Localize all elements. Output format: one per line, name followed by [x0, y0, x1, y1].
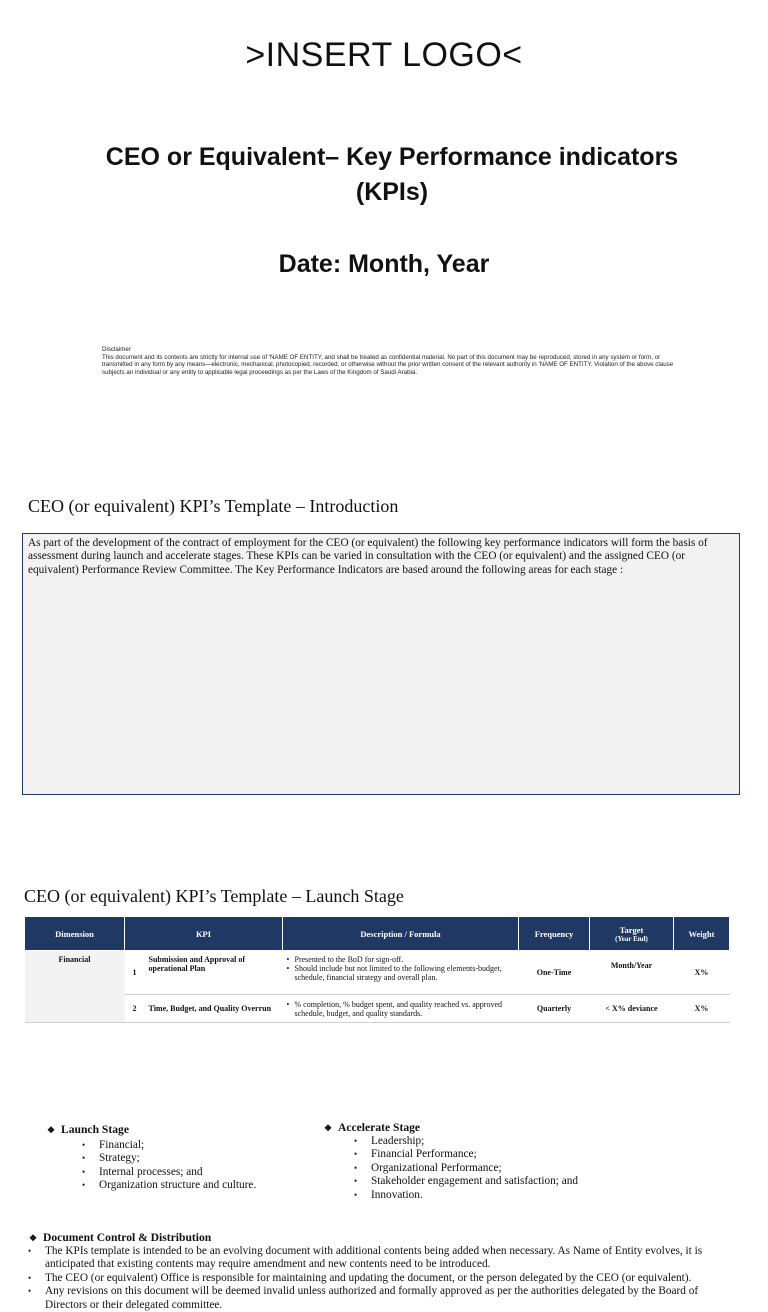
- list-item-text: The KPIs template is intended to be an evolving document with additional contents being added when necessary. As Name of Entity evolves, it is anticipated that existing contents may require amendment and new contents need to be introduced.: [45, 1245, 703, 1271]
- document-control-title: [29, 1231, 735, 1245]
- cell-frequency: One-Time: [519, 951, 590, 995]
- table-header-row: [25, 917, 730, 951]
- header-target: [590, 917, 674, 951]
- intro-paragraph: As part of the development of the contract of employment for the CEO (or equivalent) the following key performance indicators will form the basis of assessment during launch and accelerate stages. These KPIs can be varied in consultation with the CEO (or equivalent) and the assigned CEO (or equivalent) Performance Review Committee. The Key Performance Indicators are based around the following areas for each stage :: [28, 537, 708, 576]
- table-row: [25, 951, 730, 995]
- cell-num: 1: [125, 951, 145, 995]
- header-weight: Weight: [674, 917, 730, 951]
- list-item: [354, 1175, 691, 1188]
- launch-stage-list: [82, 1139, 359, 1193]
- list-item: [354, 1135, 691, 1148]
- cell-dimension: Financial: [25, 951, 125, 1023]
- cell-frequency: Quarterly: [519, 995, 590, 1023]
- description-item: • Presented to the BoD for sign-off.: [295, 955, 515, 964]
- list-item: [82, 1165, 359, 1179]
- bullet-icon: •: [82, 1166, 86, 1177]
- document-control-list: [28, 1245, 735, 1312]
- bullet-icon: •: [28, 1286, 32, 1297]
- list-item: [82, 1139, 359, 1152]
- kpi-table: [24, 916, 730, 1023]
- logo-placeholder: >INSERT LOGO<: [245, 36, 523, 74]
- list-item: [354, 1188, 691, 1202]
- header-dimension: Dimension: [25, 917, 125, 951]
- list-item-text: Leadership;: [371, 1135, 425, 1147]
- list-item-text: Innovation.: [371, 1188, 423, 1201]
- document-control-label: Document Control & Distribution: [43, 1231, 212, 1244]
- cell-weight: X%: [674, 995, 730, 1023]
- list-item-text: Financial Performance;: [371, 1148, 477, 1161]
- bullet-icon: •: [354, 1162, 358, 1173]
- bullet-icon: •: [82, 1153, 86, 1164]
- launch-stage-heading: CEO (or equivalent) KPI’s Template – Launch Stage: [24, 886, 404, 906]
- description-item: • Should include but not limited to the following elements-budget, schedule, financial strategy and overall plan.: [295, 964, 515, 982]
- diamond-bullet-icon: ❖: [47, 1125, 56, 1135]
- intro-heading: CEO (or equivalent) KPI’s Template – Introduction: [28, 496, 399, 516]
- cell-num: 2: [125, 995, 145, 1023]
- header-frequency: Frequency: [519, 917, 590, 951]
- bullet-icon: •: [82, 1180, 86, 1191]
- cell-weight: X%: [674, 951, 730, 995]
- accelerate-stage-list: [354, 1135, 691, 1202]
- diamond-bullet-icon: ❖: [324, 1123, 333, 1133]
- bullet-icon: •: [354, 1149, 358, 1160]
- list-item: [28, 1245, 735, 1272]
- list-item: [82, 1152, 359, 1165]
- description-item: • % completion, % budget spent, and quality reached vs. approved schedule, budget, and quality standards.: [295, 1000, 515, 1018]
- list-item-text: Strategy;: [99, 1152, 140, 1165]
- list-item: [28, 1271, 735, 1285]
- cell-kpi: Submission and Approval of operational Plan: [145, 951, 283, 995]
- list-item-text: Organizational Performance;: [371, 1161, 502, 1174]
- list-item-text: Financial;: [99, 1139, 145, 1151]
- header-kpi: KPI: [125, 917, 283, 951]
- launch-stage-title: [47, 1123, 129, 1137]
- disclaimer-text: This document and its contents are strictly for internal use of 'NAME OF ENTITY, and shall be treated as confidential material. No part of this document may be reproduced, stored in any system or form, or transmitted in any form by any means—electronic, mechanical, photocopied, recorded, or otherwise without the prior written consent of the relevant authority in 'NAME OF ENTITY. Violation of the above clause subjects an individual or any entity to applicable legal proceedings as per the Laws of the Kingdom of Saudi Arabia.: [102, 353, 674, 376]
- list-item-text: Internal processes; and: [99, 1165, 203, 1178]
- header-target-label: Target: [619, 924, 644, 935]
- document-title: CEO or Equivalent– Key Performance indicators (KPIs): [105, 143, 679, 206]
- document-control-block: [28, 1231, 735, 1311]
- bullet-icon: •: [354, 1189, 358, 1200]
- cell-description: [283, 995, 519, 1023]
- header-target-sub: (Year End): [615, 934, 648, 943]
- bullet-icon: •: [82, 1140, 86, 1150]
- cell-description: [283, 951, 519, 995]
- diamond-bullet-icon: ❖: [29, 1233, 38, 1243]
- cell-kpi: Time, Budget, and Quality Overrun: [145, 995, 283, 1023]
- list-item: [82, 1179, 359, 1192]
- list-item-text: Stakeholder engagement and satisfaction; and: [371, 1175, 579, 1188]
- cell-target: < X% deviance: [590, 995, 674, 1023]
- table-row: [25, 995, 730, 1023]
- list-item: [354, 1161, 691, 1175]
- bullet-icon: •: [28, 1272, 32, 1283]
- bullet-icon: •: [354, 1176, 358, 1187]
- list-item: [28, 1285, 735, 1312]
- list-item-text: The CEO (or equivalent) Office is responsible for maintaining and updating the document, or the person delegated by the CEO (or equivalent).: [45, 1271, 692, 1284]
- list-item-text: Any revisions on this document will be deemed invalid unless authorized and formally approved as per the authorities delegated by the Board of Directors or their delegated committee.: [45, 1285, 699, 1311]
- document-date: Date: Month, Year: [278, 250, 490, 278]
- disclaimer: [102, 346, 682, 376]
- cell-target: Month/Year: [590, 951, 674, 995]
- bullet-icon: •: [28, 1246, 32, 1256]
- header-description: Description / Formula: [283, 917, 519, 951]
- accelerate-stage-label: Accelerate Stage: [338, 1121, 421, 1134]
- accelerate-stage-title: [324, 1121, 420, 1135]
- launch-stage-label: Launch Stage: [61, 1123, 129, 1136]
- bullet-icon: •: [354, 1136, 358, 1146]
- launch-stage-block: [47, 1123, 257, 1192]
- accelerate-stage-block: [324, 1121, 579, 1201]
- disclaimer-heading: Disclaimer: [102, 346, 131, 353]
- list-item: [354, 1148, 691, 1161]
- list-item-text: Organization structure and culture.: [99, 1179, 257, 1192]
